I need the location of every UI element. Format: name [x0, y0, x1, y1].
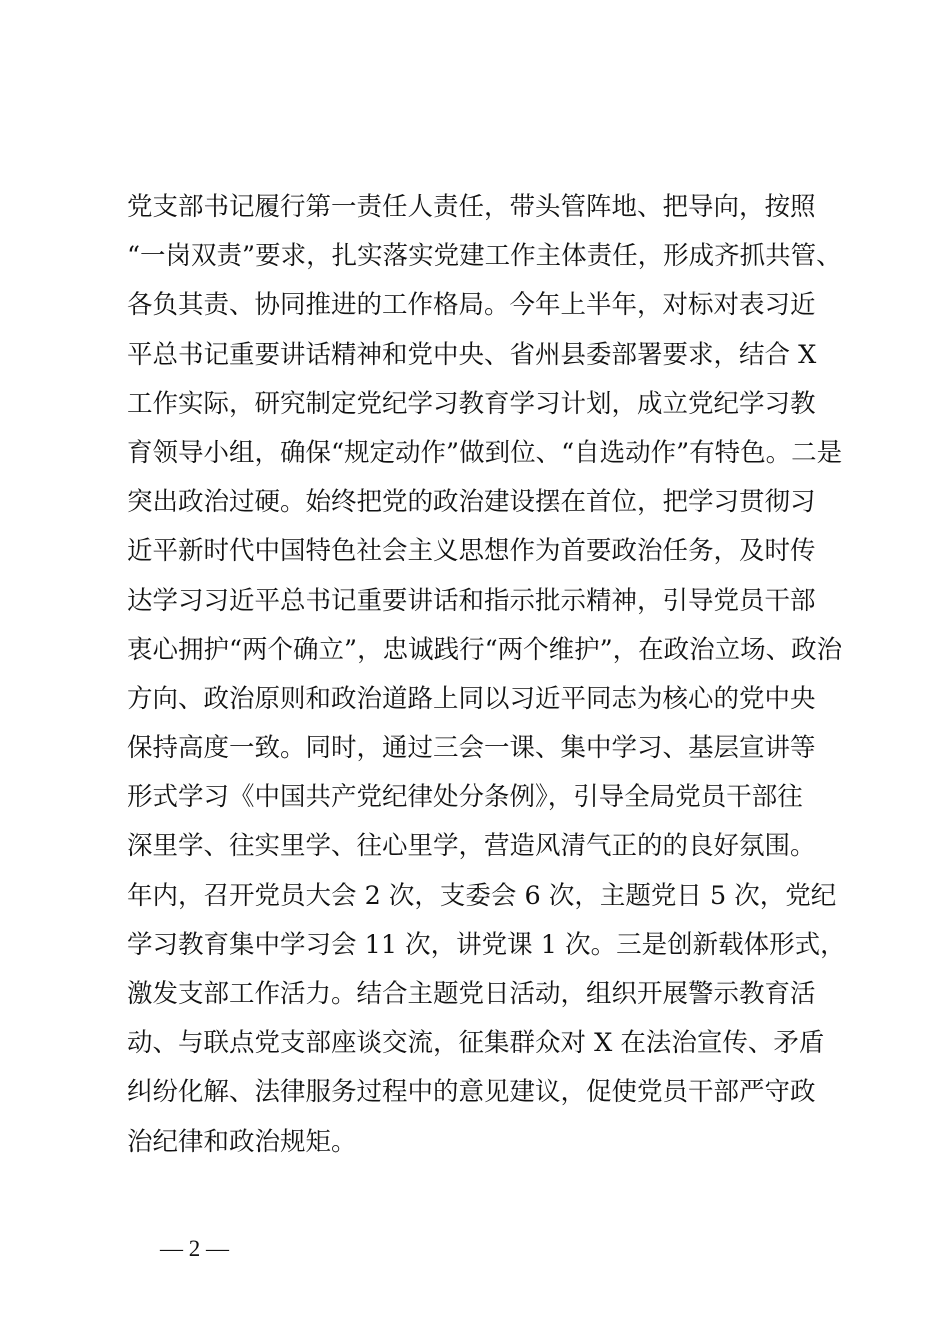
paragraph-line: 工作实际，研究制定党纪学习教育学习计划，成立党纪学习教: [127, 388, 816, 419]
paragraph-line: 育领导小组，确保“规定动作”做到位、“自选动作”有特色。二是: [127, 437, 843, 468]
paragraph-line: 方向、政治原则和政治道路上同以习近平同志为核心的党中央: [127, 683, 816, 714]
paragraph-line: 保持高度一致。同时，通过三会一课、集中学习、基层宣讲等: [127, 733, 816, 764]
paragraph-line: 形式学习《中国共产党纪律处分条例》，引导全局党员干部往: [127, 782, 803, 813]
paragraph-line: 近平新时代中国特色社会主义思想作为首要政治任务，及时传: [127, 536, 816, 567]
paragraph-line: 深里学、往实里学、往心里学，营造风清气正的的良好氛围。: [127, 831, 816, 862]
paragraph-line: 党支部书记履行第一责任人责任，带头管阵地、把导向，按照: [127, 192, 816, 222]
paragraph-line: 纠纷化解、法律服务过程中的意见建议，促使党员干部严守政: [127, 1077, 816, 1108]
body-paragraph: [127, 183, 867, 1167]
paragraph-line: 平总书记重要讲话精神和党中央、省州县委部署要求，结合 X: [127, 339, 817, 370]
paragraph-line: 各负其责、协同推进的工作格局。今年上半年，对标对表习近: [127, 290, 816, 321]
paragraph-line: 动、与联点党支部座谈交流，征集群众对 X 在法治宣传、矛盾: [127, 1028, 825, 1059]
paragraph-line: 达学习习近平总书记重要讲话和指示批示精神，引导党员干部: [127, 585, 816, 616]
paragraph-line: 突出政治过硬。始终把党的政治建设摆在首位，把学习贯彻习: [127, 487, 816, 518]
paragraph-line: 学习教育集中学习会 11 次，讲党课 1 次。三是创新载体形式，: [127, 929, 846, 960]
paragraph-line: 治纪律和政治规矩。: [127, 1126, 357, 1157]
paragraph-line: 衷心拥护“两个确立”，忠诚践行“两个维护”，在政治立场、政治: [127, 634, 843, 665]
paragraph-line: “一岗双责”要求，扎实落实党建工作主体责任，形成齐抓共管、: [127, 241, 842, 272]
paragraph-line: 年内，召开党员大会 2 次，支委会 6 次，主题党日 5 次，党纪: [127, 880, 837, 911]
page-number: — 2 —: [160, 1236, 229, 1261]
paragraph-line: 激发支部工作活力。结合主题党日活动，组织开展警示教育活: [127, 979, 816, 1009]
